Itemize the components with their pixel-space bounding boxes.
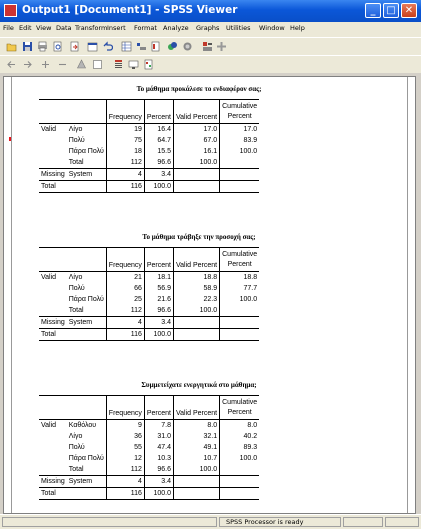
insert-heading-icon[interactable] <box>202 41 213 52</box>
header-cumulative-line2: Percent <box>227 113 252 120</box>
table-header-row <box>39 100 259 124</box>
header-cumulative-line1: Cumulative <box>222 251 258 258</box>
header-blank-cell <box>39 100 106 124</box>
menu-data[interactable]: Data <box>56 24 72 32</box>
row-group-label <box>39 157 67 169</box>
frequency-cell: 66 <box>106 283 144 294</box>
row-group-label: Valid <box>41 274 57 281</box>
table-row <box>39 488 259 500</box>
frequency-cell: 4 <box>106 476 144 488</box>
header-cumulative-line1: Cumulative <box>222 103 258 110</box>
valid-percent-cell: 10.7 <box>174 453 220 464</box>
header-blank-cell <box>39 248 106 272</box>
menu-graphs[interactable]: Graphs <box>196 24 220 32</box>
save-icon[interactable] <box>22 41 33 52</box>
maximize-icon: □ <box>386 5 396 16</box>
percent-cell: 96.6 <box>144 464 173 476</box>
header-frequency: Frequency <box>106 248 144 272</box>
percent-cell: 18.1 <box>144 272 173 284</box>
percent-cell: 16.4 <box>144 124 173 136</box>
row-category-label: Πολύ <box>67 442 107 453</box>
frequency-cell: 116 <box>106 329 144 341</box>
frequency-cell: 75 <box>106 135 144 146</box>
table-header-row <box>39 396 259 420</box>
valid-percent-cell: 22.3 <box>174 294 220 305</box>
header-frequency: Frequency <box>106 396 144 420</box>
row-category-label: Total <box>67 157 107 169</box>
cumulative-percent-cell: 89.3 <box>243 444 258 451</box>
export-icon[interactable] <box>69 41 80 52</box>
frequency-cell: 36 <box>106 431 144 442</box>
row-group-label <box>39 294 67 305</box>
header-valid-percent: Valid Percent <box>174 396 220 420</box>
header-cumulative-line2: Percent <box>227 409 252 416</box>
table-row <box>39 181 259 193</box>
minimize-button[interactable] <box>365 3 381 18</box>
cumulative-percent-cell: 77.7 <box>243 285 258 292</box>
table-row <box>39 442 259 453</box>
table-title: Συμμετείχατε ενεργητικά στο μάθημα; <box>141 381 257 389</box>
header-cumulative-line1: Cumulative <box>222 399 258 406</box>
maximize-button[interactable] <box>383 3 399 18</box>
frequency-cell: 19 <box>106 124 144 136</box>
frequency-cell: 112 <box>106 305 144 317</box>
table-row <box>39 135 259 146</box>
valid-percent-cell: 8.0 <box>174 420 220 432</box>
variables-icon[interactable] <box>150 41 161 52</box>
valid-percent-cell: 49.1 <box>174 442 220 453</box>
cumulative-percent-cell: 18.8 <box>243 274 258 281</box>
status-bar <box>0 514 421 529</box>
percent-cell: 96.6 <box>144 157 173 169</box>
cumulative-percent-cell: 100.0 <box>239 296 258 303</box>
row-group-label: Total <box>39 488 106 500</box>
menu-format[interactable]: Format <box>134 24 157 32</box>
close-button[interactable] <box>401 3 417 18</box>
header-cumulative-percent <box>220 100 260 124</box>
undo-icon[interactable] <box>102 41 113 52</box>
header-percent: Percent <box>144 396 173 420</box>
row-group-label <box>39 305 67 317</box>
row-group-label: Total <box>39 181 106 193</box>
cumulative-percent-cell <box>220 157 260 169</box>
row-category-label: Καθόλου <box>67 420 107 432</box>
row-category-label: System <box>67 169 107 181</box>
valid-percent-cell <box>174 329 220 341</box>
standard-toolbar <box>0 37 421 55</box>
table-row <box>39 124 259 136</box>
frequency-cell: 25 <box>106 294 144 305</box>
frequency-cell: 4 <box>106 169 144 181</box>
menu-bar <box>0 22 421 37</box>
table-row <box>39 317 259 329</box>
table-row <box>39 431 259 442</box>
menu-analyze[interactable]: Analyze <box>163 24 189 32</box>
header-cumulative-percent <box>220 248 260 272</box>
percent-cell: 47.4 <box>144 442 173 453</box>
insert-title-icon[interactable] <box>216 41 227 52</box>
row-category-label: Λίγο <box>67 272 107 284</box>
cumulative-percent-cell <box>220 476 260 488</box>
percent-cell: 100.0 <box>144 329 173 341</box>
cumulative-percent-cell <box>220 317 260 329</box>
percent-cell: 21.6 <box>144 294 173 305</box>
menu-edit[interactable]: Edit <box>19 24 32 32</box>
header-cumulative-percent <box>220 396 260 420</box>
valid-percent-cell: 100.0 <box>174 157 220 169</box>
row-category-label: Πάρα Πολύ <box>67 146 107 157</box>
header-valid-percent: Valid Percent <box>174 100 220 124</box>
menu-window[interactable]: Window <box>259 24 285 32</box>
percent-cell: 3.4 <box>144 317 173 329</box>
valid-percent-cell: 32.1 <box>174 431 220 442</box>
row-category-label: Πάρα Πολύ <box>67 294 107 305</box>
cumulative-percent-cell: 83.9 <box>243 137 258 144</box>
frequency-cell: 55 <box>106 442 144 453</box>
row-category-label: System <box>67 317 107 329</box>
percent-cell: 31.0 <box>144 431 173 442</box>
table-title: Το μάθημα τράβηξε την προσοχή σας; <box>142 233 256 241</box>
demote-arrow-right-icon[interactable] <box>22 59 33 70</box>
title-bar <box>0 0 421 22</box>
frequency-cell: 116 <box>106 488 144 500</box>
row-category-label: Λίγο <box>67 431 107 442</box>
close-icon: ✕ <box>404 5 414 16</box>
row-category-label: Πολύ <box>67 283 107 294</box>
header-frequency: Frequency <box>106 100 144 124</box>
percent-cell: 3.4 <box>144 476 173 488</box>
header-blank-cell <box>39 396 106 420</box>
valid-percent-cell: 16.1 <box>174 146 220 157</box>
percent-cell: 64.7 <box>144 135 173 146</box>
table-row <box>39 169 259 181</box>
promote-arrow-left-icon[interactable] <box>6 59 17 70</box>
table-row <box>39 420 259 432</box>
row-group-label <box>39 453 67 464</box>
row-group-label <box>39 442 67 453</box>
goto-case-icon[interactable] <box>136 41 147 52</box>
designate-window-icon[interactable] <box>167 41 178 52</box>
table-row <box>39 329 259 341</box>
menu-transform[interactable]: Transform <box>75 24 108 32</box>
status-cell <box>343 517 383 527</box>
percent-cell: 7.8 <box>144 420 173 432</box>
insert-text-icon[interactable] <box>113 59 124 70</box>
row-group-label <box>39 135 67 146</box>
table-row <box>39 464 259 476</box>
valid-percent-cell <box>174 317 220 329</box>
row-category-label: Πάρα Πολύ <box>67 453 107 464</box>
row-group-label <box>39 464 67 476</box>
insert-chart-icon[interactable] <box>128 59 139 70</box>
row-group-label <box>39 283 67 294</box>
cumulative-percent-cell <box>220 329 260 341</box>
valid-percent-cell <box>174 181 220 193</box>
cumulative-percent-cell <box>220 464 260 476</box>
select-last-output-icon[interactable] <box>182 41 193 52</box>
frequency-cell: 4 <box>106 317 144 329</box>
print-icon[interactable] <box>37 41 48 52</box>
output-document[interactable] <box>11 77 408 514</box>
status-text: SPSS Processor is ready <box>226 518 304 526</box>
cumulative-percent-cell <box>220 488 260 500</box>
goto-data-icon[interactable] <box>121 41 132 52</box>
row-group-label: Valid <box>41 422 57 429</box>
cumulative-percent-cell: 100.0 <box>239 455 258 462</box>
table-row <box>39 146 259 157</box>
row-group-label: Missing <box>39 317 67 329</box>
percent-cell: 3.4 <box>144 169 173 181</box>
frequency-cell: 112 <box>106 464 144 476</box>
row-group-label: Missing <box>39 169 67 181</box>
valid-percent-cell: 17.0 <box>174 124 220 136</box>
menu-insert[interactable]: Insert <box>107 24 126 32</box>
cumulative-percent-cell: 8.0 <box>247 422 258 429</box>
row-category-label: Total <box>67 464 107 476</box>
open-folder-icon[interactable] <box>6 41 17 52</box>
valid-percent-cell: 58.9 <box>174 283 220 294</box>
dialog-recall-icon[interactable] <box>87 41 98 52</box>
table-row <box>39 453 259 464</box>
row-group-label <box>39 431 67 442</box>
valid-percent-cell: 67.0 <box>174 135 220 146</box>
valid-percent-cell <box>174 488 220 500</box>
table-row <box>39 272 259 284</box>
header-valid-percent: Valid Percent <box>174 248 220 272</box>
frequency-cell: 12 <box>106 453 144 464</box>
percent-cell: 56.9 <box>144 283 173 294</box>
frequency-cell: 21 <box>106 272 144 284</box>
row-group-label: Missing <box>39 476 67 488</box>
row-group-label <box>39 146 67 157</box>
row-category-label: Total <box>67 305 107 317</box>
header-percent: Percent <box>144 100 173 124</box>
table-row <box>39 157 259 169</box>
menu-file[interactable]: File <box>3 24 14 32</box>
row-group-label: Valid <box>41 126 57 133</box>
cumulative-percent-cell <box>220 169 260 181</box>
header-cumulative-line2: Percent <box>227 261 252 268</box>
row-group-label: Total <box>39 329 106 341</box>
table-header-row <box>39 248 259 272</box>
row-category-label: Λίγο <box>67 124 107 136</box>
minimize-icon: _ <box>370 5 376 16</box>
percent-cell: 100.0 <box>144 181 173 193</box>
valid-percent-cell <box>174 476 220 488</box>
frequency-cell: 112 <box>106 157 144 169</box>
collapse-minus-icon[interactable] <box>57 59 68 70</box>
percent-cell: 10.3 <box>144 453 173 464</box>
spss-app-icon[interactable] <box>4 4 17 17</box>
cumulative-percent-cell: 17.0 <box>243 126 258 133</box>
print-preview-icon[interactable] <box>52 41 63 52</box>
frequency-cell: 18 <box>106 146 144 157</box>
row-category-label: Πολύ <box>67 135 107 146</box>
table-title: Το μάθημα προκάλεσε το ενδιαφέρον σας; <box>136 85 262 93</box>
status-cell <box>385 517 419 527</box>
cumulative-percent-cell <box>220 305 260 317</box>
row-category-label: System <box>67 476 107 488</box>
valid-percent-cell: 100.0 <box>174 305 220 317</box>
hide-icon[interactable] <box>92 59 103 70</box>
percent-cell: 96.6 <box>144 305 173 317</box>
frequency-cell: 116 <box>106 181 144 193</box>
percent-cell: 15.5 <box>144 146 173 157</box>
header-percent: Percent <box>144 248 173 272</box>
insert-table-icon[interactable] <box>143 59 154 70</box>
menu-view[interactable]: View <box>36 24 52 32</box>
valid-percent-cell <box>174 169 220 181</box>
window-title: Output1 [Document1] - SPSS Viewer <box>22 4 238 16</box>
table-row <box>39 283 259 294</box>
table-row <box>39 476 259 488</box>
menu-help[interactable]: Help <box>290 24 305 32</box>
cumulative-percent-cell: 100.0 <box>239 148 258 155</box>
cumulative-percent-cell: 40.2 <box>243 433 258 440</box>
table-row <box>39 305 259 317</box>
table-row <box>39 294 259 305</box>
percent-cell: 100.0 <box>144 488 173 500</box>
expand-plus-icon[interactable] <box>40 59 51 70</box>
menu-utilities[interactable]: Utilities <box>226 24 251 32</box>
output-pane[interactable] <box>3 76 416 514</box>
frequency-table <box>39 247 259 341</box>
frequency-table <box>39 395 259 500</box>
frequency-table <box>39 99 259 193</box>
outline-toolbar <box>0 55 421 73</box>
valid-percent-cell: 100.0 <box>174 464 220 476</box>
show-icon[interactable] <box>76 59 87 70</box>
valid-percent-cell: 18.8 <box>174 272 220 284</box>
status-cell <box>2 517 217 527</box>
frequency-cell: 9 <box>106 420 144 432</box>
cumulative-percent-cell <box>220 181 260 193</box>
